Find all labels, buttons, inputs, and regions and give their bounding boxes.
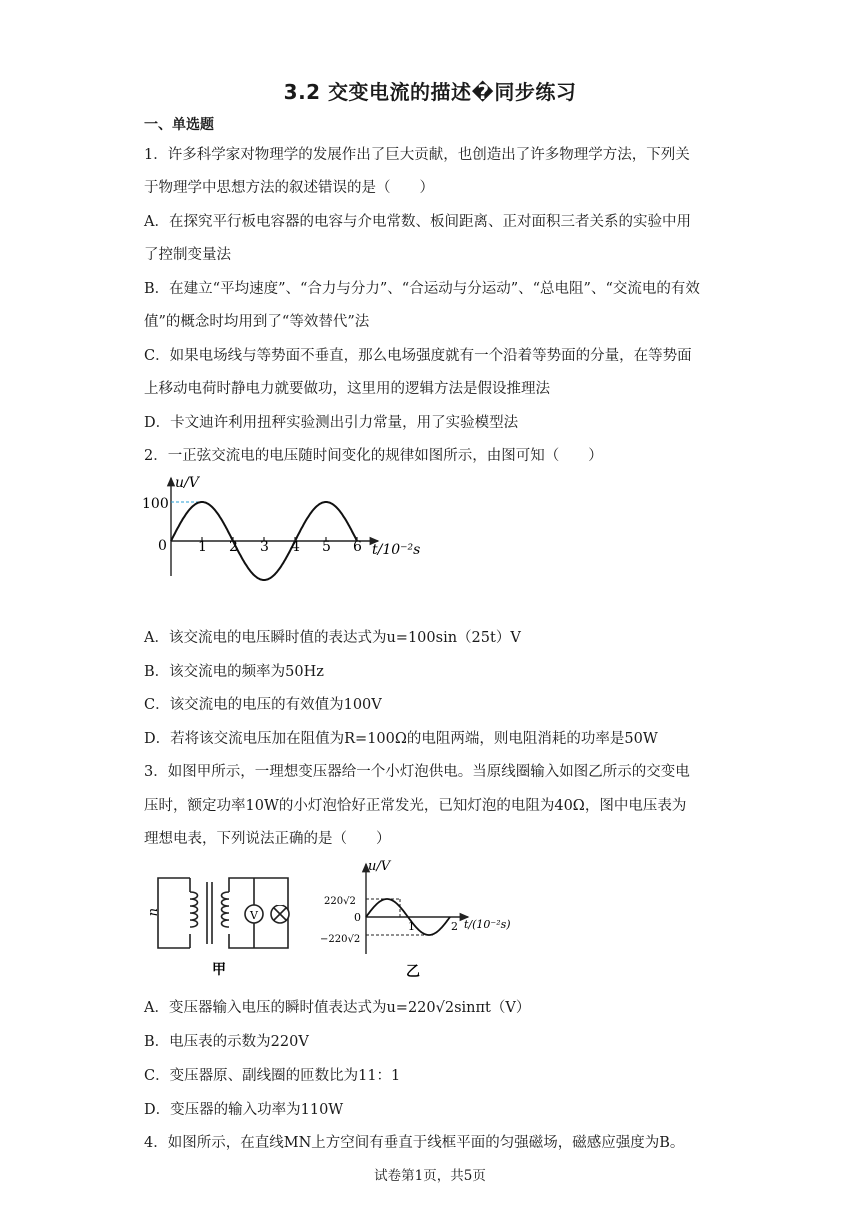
q3-y-label: u/V <box>368 859 391 874</box>
q2-tick-label: 6 <box>353 539 362 555</box>
q2-peak-label: 100 <box>142 496 169 512</box>
document-title: 3.2 交变电流的描述�同步练习 <box>283 80 577 104</box>
q2-voltage-graph <box>140 468 460 586</box>
q2-option-a: A．该交流电的电压瞬时值的表达式为u=100sin（25t）V <box>144 630 521 646</box>
q1-option-d: D．卡文迪许利用扭秤实验测出引力常量，用了实验模型法 <box>144 415 519 431</box>
q2-option-b: B．该交流电的频率为50Hz <box>144 664 324 680</box>
q2-y-label: u/V <box>175 475 199 491</box>
fig-yi-caption: 乙 <box>406 964 420 980</box>
section-heading: 一、单选题 <box>144 117 214 133</box>
q3-option-b: B．电压表的示数为220V <box>144 1034 309 1050</box>
q2-tick-label: 1 <box>198 539 207 555</box>
primary-coil <box>190 892 198 927</box>
q3-stem-line3: 理想电表，下列说法正确的是（ ） <box>144 831 391 847</box>
q3-tick-1: 1 <box>408 920 415 933</box>
voltmeter-label: V <box>250 909 258 922</box>
q3-stem-line2: 压时，额定功率10W的小灯泡恰好正常发光，已知灯泡的电阻为40Ω，图中电压表为 <box>144 798 687 814</box>
q3-tick-2: 2 <box>451 920 458 933</box>
q1-option-b-line2: 值”的概念时均用到了“等效替代”法 <box>144 314 370 330</box>
q2-tick-label: 2 <box>229 539 238 555</box>
q2-option-c: C．该交流电的电压的有效值为100V <box>144 697 382 713</box>
q2-tick-labels <box>198 537 362 555</box>
q2-x-label: t/10⁻²s <box>372 542 421 558</box>
q1-option-b-line1: B．在建立“平均速度”、“合力与分力”、“合运动与分运动”、“总电阻”、“交流电的有效 <box>144 281 700 297</box>
q1-stem-line1: 1．许多科学家对物理学的发展作出了巨大贡献，也创造出了许多物理学方法，下列关 <box>144 147 690 163</box>
q2-tick-label: 3 <box>260 539 269 555</box>
q3-origin: 0 <box>354 911 361 924</box>
page-footer: 试卷第1页，共5页 <box>374 1168 486 1184</box>
q1-stem-line2: 于物理学中思想方法的叙述错误的是（ ） <box>144 180 434 196</box>
fig-jia-caption: 甲 <box>212 962 226 978</box>
secondary-coil <box>222 892 230 927</box>
input-label: u <box>146 908 161 917</box>
q2-option-d: D．若将该交流电压加在阻值为R=100Ω的电阻两端，则电阻消耗的功率是50W <box>144 731 658 747</box>
q3-stem-line1: 3．如图甲所示，一理想变压器给一个小灯泡供电。当原线圈输入如图乙所示的交变电 <box>144 764 690 780</box>
q3-pos-peak: 220√2 <box>324 896 356 907</box>
q2-tick-label: 4 <box>291 539 300 555</box>
q1-option-a-line1: A．在探究平行板电容器的电容与介电常数、板间距离、正对面积三者关系的实验中用 <box>144 214 691 230</box>
q2-origin-label: 0 <box>158 538 167 554</box>
q2-tick-label: 5 <box>322 539 331 555</box>
q2-stem: 2．一正弦交流电的电压随时间变化的规律如图所示，由图可知（ ） <box>144 448 603 464</box>
q1-option-c-line2: 上移动电荷时静电力就要做功，这里用的逻辑方法是假设推理法 <box>144 381 550 397</box>
q3-neg-peak: −220√2 <box>320 934 361 945</box>
q3-option-c: C．变压器原、副线圈的匝数比为11：1 <box>144 1068 401 1084</box>
q3-voltage-graph <box>318 856 518 982</box>
q4-stem-line1: 4．如图所示，在直线MN上方空间有垂直于线框平面的匀强磁场，磁感应强度为B。 <box>144 1135 685 1151</box>
q1-option-a-line2: 了控制变量法 <box>144 247 231 263</box>
q3-option-a: A．变压器输入电压的瞬时值表达式为u=220√2sinπt（V） <box>144 1000 531 1016</box>
q3-option-d: D．变压器的输入功率为110W <box>144 1102 344 1118</box>
q3-x-label: t/(10⁻²s) <box>464 918 511 931</box>
q1-option-c-line1: C．如果电场线与等势面不垂直，那么电场强度就有一个沿着等势面的分量，在等势面 <box>144 348 692 364</box>
q3-transformer-circuit <box>146 868 300 978</box>
